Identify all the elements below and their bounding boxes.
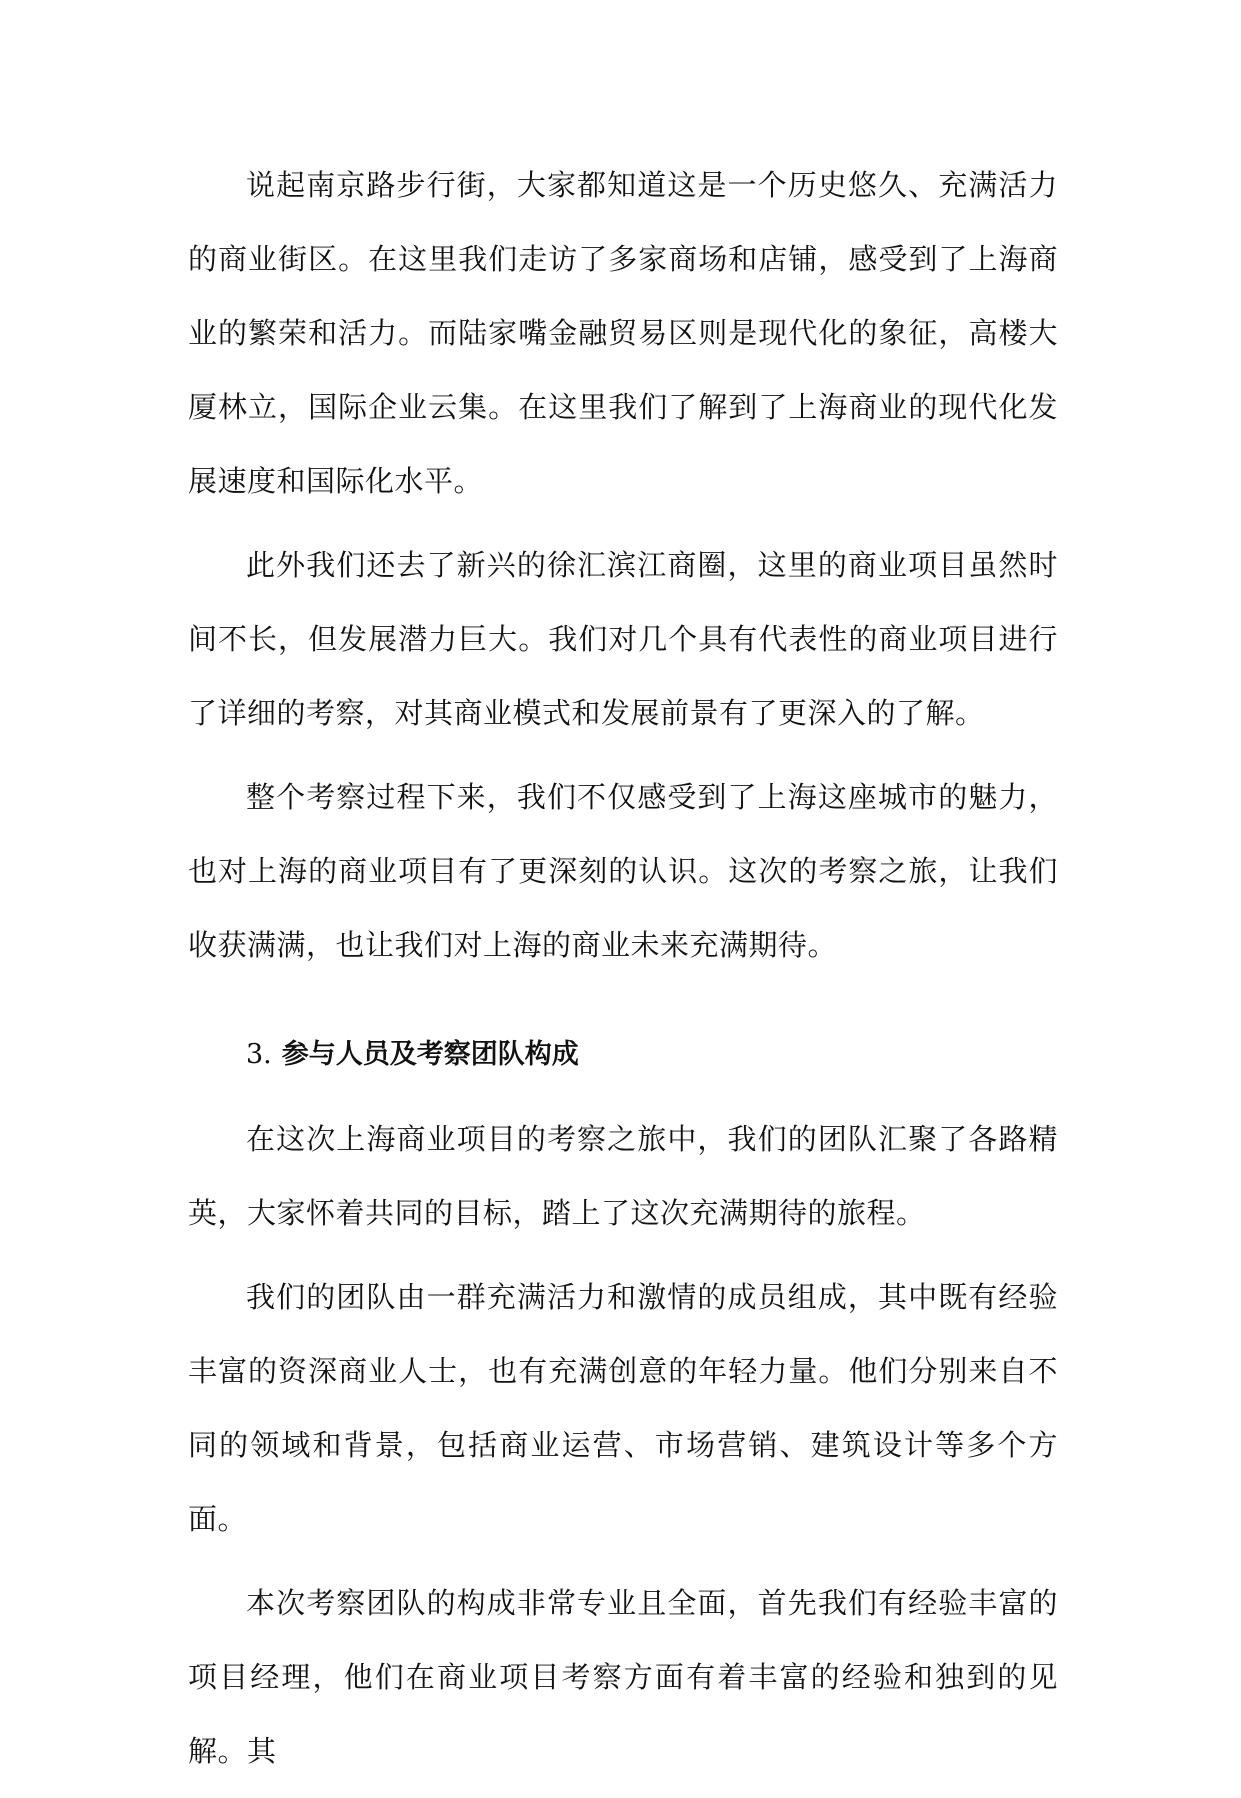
section-number: 3.: [246, 1039, 272, 1070]
paragraph-team-members: 我们的团队由一群充满活力和激情的成员组成，其中既有经验丰富的资深商业人士，也有充满创意的年轻力量。他们分别来自不同的领域和背景，包括商业运营、市场营销、建筑设计等多个方面。: [188, 1280, 1058, 1536]
document-body: [188, 148, 1058, 1798]
section-title: 参与人员及考察团队构成: [281, 1039, 579, 1070]
paragraph-xuhui-binjiang: 此外我们还去了新兴的徐汇滨江商圈，这里的商业项目虽然时间不长，但发展潜力巨大。我们对几个具有代表性的商业项目进行了详细的考察，对其商业模式和发展前景有了更深入的了解。: [188, 548, 1058, 730]
paragraph-nanjing-road: 说起南京路步行街，大家都知道这是一个历史悠久、充满活力的商业街区。在这里我们走访了多家商场和店铺，感受到了上海商业的繁荣和活力。而陆家嘴金融贸易区则是现代化的象征，高楼大厦林立，国际企业云集。在这里我们了解到了上海商业的现代化发展速度和国际化水平。: [188, 168, 1058, 498]
paragraph-team-composition: 本次考察团队的构成非常专业且全面，首先我们有经验丰富的项目经理，他们在商业项目考察方面有着丰富的经验和独到的见解。其: [188, 1586, 1058, 1768]
paragraph-summary: 整个考察过程下来，我们不仅感受到了上海这座城市的魅力，也对上海的商业项目有了更深刻的认识。这次的考察之旅，让我们收获满满，也让我们对上海的商业未来充满期待。: [188, 780, 1058, 962]
section-heading: [188, 1018, 1058, 1092]
paragraph-team-intro: 在这次上海商业项目的考察之旅中，我们的团队汇聚了各路精英，大家怀着共同的目标，踏上了这次充满期待的旅程。: [188, 1122, 1058, 1230]
